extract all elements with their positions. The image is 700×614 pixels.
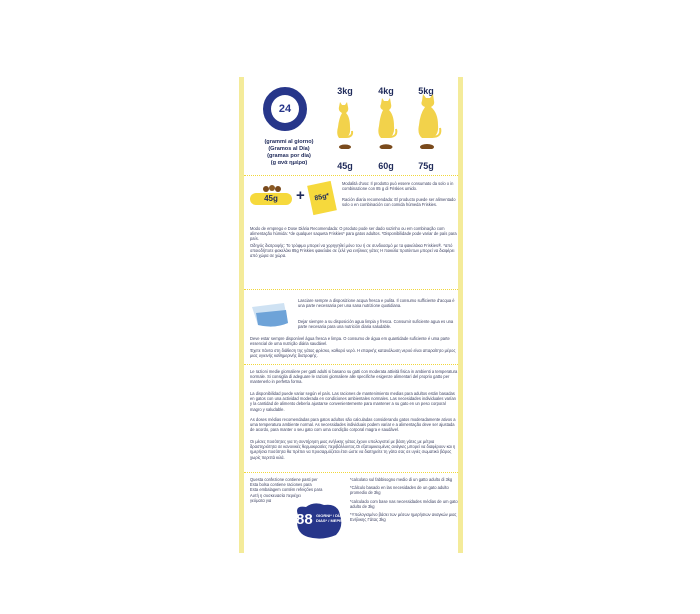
clock-value: 24 [278, 103, 292, 115]
guidelines-text-it: Le razioni medie giornaliere per gatti adulti si basano su gatti con moderata attività fisica in ambienti a temperatura normale. Si consiglia di adeguare le razioni giornaliere alle specifiche esigenze alimentari del proprio gatto per mantenerlo in perfetta forma. [250, 369, 458, 385]
separator [244, 175, 458, 176]
dry-amount-badge: 45g [250, 193, 292, 205]
water-bowl-icon [250, 301, 292, 329]
portions-notes [350, 477, 458, 522]
separator [244, 472, 458, 473]
water-text-it: Lasciare sempre a disposizione acqua fresca e pulita. Il consumo sufficiente d'acqua è una parte necessaria per una sana nutrizione quotidiana. [298, 298, 455, 309]
guidelines-text-es: La disponibilidad puede variar según el país. Las raciones de mantenimiento medias para adultos están basadas en gatos con una actividad moderada en condiciones ambientales normales. Las necesidades individuales varían y la cantidad de alimento debería ajustarse convenientemente para mantener a su gato en un peso corporal magro y saludable. [250, 391, 456, 412]
water-text-pt: Deve estar sempre disponível água fresca e limpa. O consumo de água em quantidade suficiente é uma parte essencial de uma nutrição diária saudável. [250, 336, 450, 347]
portions-note-pt: *calculado com base nas necessidades médias de um gato adulto de 3kg [350, 498, 458, 509]
gram-45: 45g [337, 161, 353, 171]
weight-4kg: 4kg [378, 86, 394, 96]
plus-sign: + [296, 187, 305, 204]
gram-60: 60g [378, 161, 394, 171]
water-text-gr: Έχετε πάντα στη διάθεση της γάτας φρέσκο, καθαρό νερό. Η επαρκής κατανάλωση νερού είναι απαραίτητο μέρος μιας υγιεινής καθημερινής διατροφής. [250, 348, 456, 359]
daily-label-gr: (g ανά ημέρα) [270, 160, 308, 166]
kibble-icon [260, 185, 286, 193]
gram-75: 75g [418, 161, 434, 171]
portions-line-gr-2: γεύματα για [250, 497, 272, 503]
kibble-pile-large-icon [420, 143, 434, 149]
portions-unit [316, 513, 346, 523]
mix-text-gr: Οδηγός διατροφής: Το τρόφιμο μπορεί να χορηγηθεί μόνο του ή σε συνδυασμό με τα φακελάκια Friskies®. *από οποιοδήποτε φακελάκι 85g Friskies φακελάκι σε ζελέ για ενήλικες γάτες Η ποικιλία προϊόντων μπορεί να διαφέρει από χώρα σε χώρα. [250, 243, 455, 259]
water-text-es: Dejar siempre a su disposición agua limpia y fresca. Consumir suficiente agua es una parte necesaria para una nutrición diaria saludable. [298, 319, 454, 330]
cat-large-icon [414, 93, 442, 141]
portions-line-es: Esta bolsa contiene raciones para [250, 482, 312, 488]
portions-note-gr: *Υπολογισμένο βάσει των μέσων ημερήσιων αναγκών μιας Ενήλικης Γάτας 3kg [350, 512, 457, 523]
wet-amount-label: 85g* [313, 192, 330, 203]
clock-24h-icon [263, 87, 307, 131]
portions-note-es: *Cálculo basado en las necesidades de un gato adulto promedio de 3kg [350, 485, 449, 496]
daily-label-es: (Gramos al Día) [268, 146, 310, 152]
feeding-guide-panel [239, 77, 463, 553]
guidelines-text-pt: As doses médias recomendadas para gatos adultos são calculadas considerando gatos moderadamente ativos a uma temperatura ambiente normal. As necessidades individuais podem variar e a alimentação deve ser ajustada de acordo, para manter o seu gato com uma condição corporal magra e saudável. [250, 417, 456, 433]
portions-line-it: Questa confezione contiene pasti per [250, 477, 318, 482]
portions-line-gr-1: Αυτή η συσκευασία περιέχει [250, 492, 301, 498]
portions-note-it: *calcolato sul fabbisogno medio di un gatto adulto di 3kg [350, 477, 453, 482]
kibble-pile-small-icon [338, 143, 352, 149]
guidelines-text-gr: Οι μέσες ποσότητες για τη συντήρηση μιας ενήλικης γάτας έχουν υπολογιστεί με βάση γάτες με μέτρια δραστηριότητα σε κανονικές θερμοκρασίες περιβάλλοντος.Οι εξατομικευμένες ανάγκες μπορεί να διαφέρουν και η ημερήσια ποσότητα θα πρέπει να προσαρμόζεται έτσι ώστε να διατηρείτε τη γάτα σας σε υγιές σωματικό βάρος χωρίς περιττά κιλά. [250, 439, 456, 460]
weight-5kg: 5kg [418, 86, 434, 96]
mix-text-it: Modalità d'uso: Il prodotto può essere consumato da solo o in combinazione con 85 g di Friskies umido. [342, 181, 454, 192]
portions-unit-line1: GIORNI* / DÍAS* [316, 513, 347, 518]
separator [244, 364, 458, 365]
cat-medium-icon [374, 97, 398, 141]
daily-label-pt: (gramas por dia) [267, 153, 311, 159]
portions-text [250, 477, 330, 503]
wet-pouch-icon [307, 181, 337, 215]
mix-text-pt: Modo de emprego e Dose Diária Recomendada: O produto pode ser dado sozinho ou em combinação com alimentação húmida: *de qualquer saqueta Friskies* para gatos adultos. *Disponibilidade pode variar de país para país. [250, 226, 457, 242]
weight-3kg: 3kg [337, 86, 353, 96]
cat-small-icon [334, 101, 354, 141]
mix-text-es: Ración diaria recomendada: El producto puede ser alimentado solo o en combinación con comida húmeda Friskies. [342, 197, 456, 208]
kibble-pile-medium-icon [379, 143, 393, 149]
portions-unit-line2: DIAS* / ΜΕΡΕΣ* [316, 518, 346, 523]
portions-count: 88 [296, 511, 313, 528]
portions-line-pt: Esta embalagem contém refeições para [250, 487, 323, 493]
separator [244, 289, 458, 290]
daily-label-it: (grammi al giorno) [264, 139, 314, 145]
